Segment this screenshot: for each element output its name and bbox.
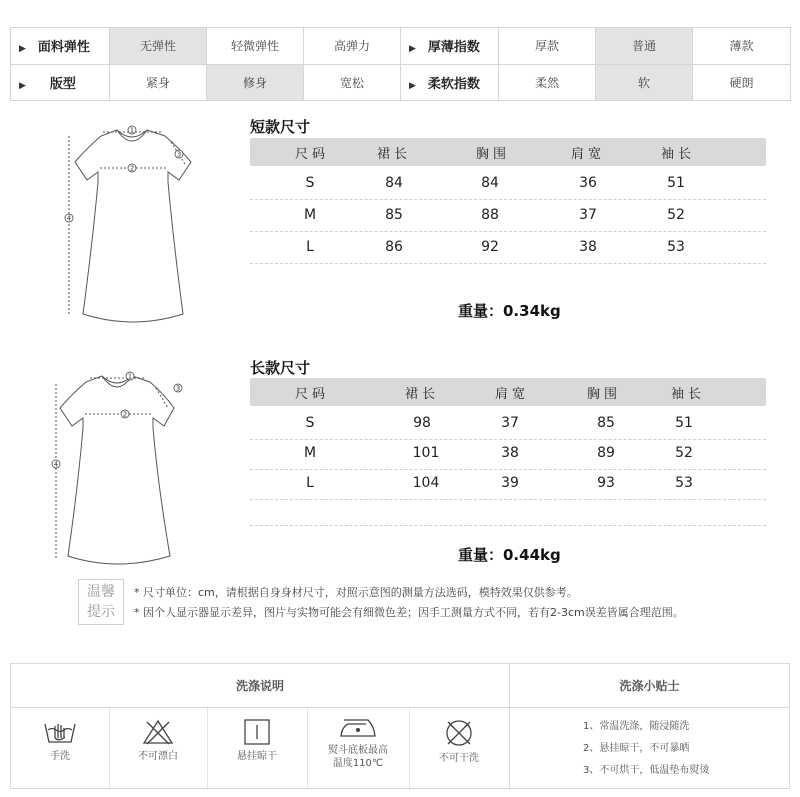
wash-tip: 3、不可烘干，低温垫布熨烫 [583, 765, 710, 776]
short-table-cell: S [305, 175, 315, 191]
wash-caption: 悬挂晾干 [237, 751, 277, 762]
attribute-row [11, 64, 791, 101]
short-size-title: 短款尺寸 [250, 118, 311, 136]
marker-label: 3 [175, 384, 181, 393]
short-table-cell: 84 [385, 175, 403, 191]
short-table-cell: 85 [385, 207, 403, 223]
short-table-cell: 53 [667, 239, 685, 255]
long-table-cell: 85 [597, 415, 615, 431]
short-table-cell: 92 [481, 239, 499, 255]
short-weight: 重量：0.34kg [458, 302, 561, 320]
short-table-cell: 37 [579, 207, 597, 223]
long-header-cell: 袖长 [670, 387, 705, 402]
wash-caption-line: 温度110℃ [332, 758, 384, 769]
iron-icon [338, 716, 378, 740]
long-table-cell: 51 [675, 415, 693, 431]
short-header-cell: 裙长 [376, 147, 411, 162]
marker-label: 1 [129, 126, 135, 135]
wash-instructions-title: 洗涤说明 [11, 664, 509, 708]
long-table-cell: 101 [412, 445, 440, 461]
dress-outline-graphic [40, 366, 190, 574]
row-divider [250, 263, 766, 264]
tips-badge [78, 579, 124, 625]
short-table-cell: 86 [385, 239, 403, 255]
short-table-cell: 88 [481, 207, 499, 223]
short-table-cell: L [306, 239, 314, 255]
short-header-cell: 胸围 [475, 147, 510, 162]
row-divider [250, 469, 766, 470]
attribute-grid [10, 27, 791, 101]
short-dress-illustration [55, 118, 205, 328]
short-table-cell: 51 [667, 175, 685, 191]
short-table-cell: 84 [481, 175, 499, 191]
attribute-option-selected: 软 [596, 64, 693, 101]
no-dry-clean-icon [442, 718, 476, 748]
row-divider [250, 199, 766, 200]
row-divider [250, 499, 766, 500]
triangle-icon: ▶ [19, 80, 26, 91]
wash-caption: 不可漂白 [138, 751, 178, 762]
attribute-option: 硬朗 [693, 64, 791, 101]
attribute-option: 宽松 [304, 64, 401, 101]
attribute-option: 紧身 [110, 64, 207, 101]
attribute-option-selected: 普通 [596, 28, 693, 65]
wash-caption: 不可干洗 [439, 753, 479, 764]
attribute-row [11, 28, 791, 65]
marker-label: 3 [176, 150, 182, 159]
long-table-cell: 52 [675, 445, 693, 461]
no-bleach-icon [141, 718, 175, 746]
attribute-label: ▶ 厚薄指数 [401, 28, 499, 65]
note-line: * 尺寸单位：cm，请根据自身身材尺寸，对照示意图的测量方法选码，模特效果仅供参考。 [134, 586, 578, 599]
short-header-cell: 肩宽 [570, 147, 605, 162]
short-header-cell: 袖长 [660, 147, 695, 162]
long-table-cell: S [305, 415, 315, 431]
wash-item [307, 708, 409, 790]
wash-panel [10, 663, 790, 789]
long-header-cell: 裙长 [404, 387, 439, 402]
short-table-cell: 36 [579, 175, 597, 191]
marker-label: 4 [66, 214, 72, 223]
long-table-cell: 53 [675, 475, 693, 491]
long-table-cell: M [303, 445, 317, 461]
row-divider [250, 231, 766, 232]
long-table-cell: 39 [501, 475, 519, 491]
wash-caption: 手洗 [50, 751, 70, 762]
attribute-option: 厚款 [499, 28, 596, 65]
row-divider [250, 525, 766, 526]
long-weight: 重量：0.44kg [458, 546, 561, 564]
long-table-cell: 37 [501, 415, 519, 431]
triangle-icon: ▶ [409, 80, 416, 91]
long-table-cell: 93 [597, 475, 615, 491]
wash-tip: 2、悬挂晾干，不可暴晒 [583, 743, 690, 754]
attribute-option: 高弹力 [304, 28, 401, 65]
triangle-icon: ▶ [409, 44, 416, 55]
marker-label: 4 [53, 460, 59, 469]
long-size-title: 长款尺寸 [250, 359, 311, 377]
attribute-option: 柔然 [499, 64, 596, 101]
wash-item [409, 708, 509, 790]
short-table-cell: 52 [667, 207, 685, 223]
dress-outline-graphic [55, 118, 205, 328]
attribute-option-selected: 无弹性 [110, 28, 207, 65]
marker-label: 1 [127, 372, 133, 381]
short-header-cell: 尺码 [294, 147, 329, 162]
row-divider [250, 439, 766, 440]
marker-label: 2 [129, 164, 135, 173]
wash-tip: 1、常温洗涤，随浸随洗 [583, 721, 690, 732]
panel-divider [509, 664, 510, 790]
long-table-cell: 98 [413, 415, 431, 431]
short-table-cell: 38 [579, 239, 597, 255]
hand-wash-icon [43, 718, 77, 746]
tips-badge-line: 提示 [87, 604, 115, 620]
wash-item [207, 708, 307, 790]
attribute-label: ▶ 柔软指数 [401, 64, 499, 101]
wash-caption [307, 744, 409, 770]
wash-item [11, 708, 109, 790]
tips-badge-line: 温馨 [87, 584, 115, 600]
hang-dry-icon [240, 718, 274, 746]
wash-tips-title: 洗涤小贴士 [510, 664, 789, 708]
note-line: * 因个人显示器显示差异，图片与实物可能会有细微色差；因手工测量方式不同，若有2-3cm误差皆属合理范围。 [134, 606, 684, 619]
long-header-cell: 肩宽 [494, 387, 529, 402]
attribute-option: 轻微弹性 [207, 28, 304, 65]
attribute-option: 薄款 [693, 28, 791, 65]
long-table-cell: 89 [597, 445, 615, 461]
attribute-label: ▶ 面料弹性 [11, 28, 110, 65]
attribute-option-selected: 修身 [207, 64, 304, 101]
wash-tips-list [583, 716, 709, 782]
short-table-cell: M [303, 207, 317, 223]
long-header-cell: 胸围 [586, 387, 621, 402]
long-table-cell: 38 [501, 445, 519, 461]
long-dress-illustration [40, 366, 190, 574]
marker-label: 2 [122, 410, 128, 419]
long-table-cell: 104 [412, 475, 440, 491]
long-header-cell: 尺码 [294, 387, 329, 402]
attribute-label: ▶ 版型 [11, 64, 110, 101]
wash-caption-line: 熨斗底板最高 [328, 745, 388, 756]
wash-item [109, 708, 207, 790]
triangle-icon: ▶ [19, 44, 26, 55]
long-table-cell: L [306, 475, 314, 491]
